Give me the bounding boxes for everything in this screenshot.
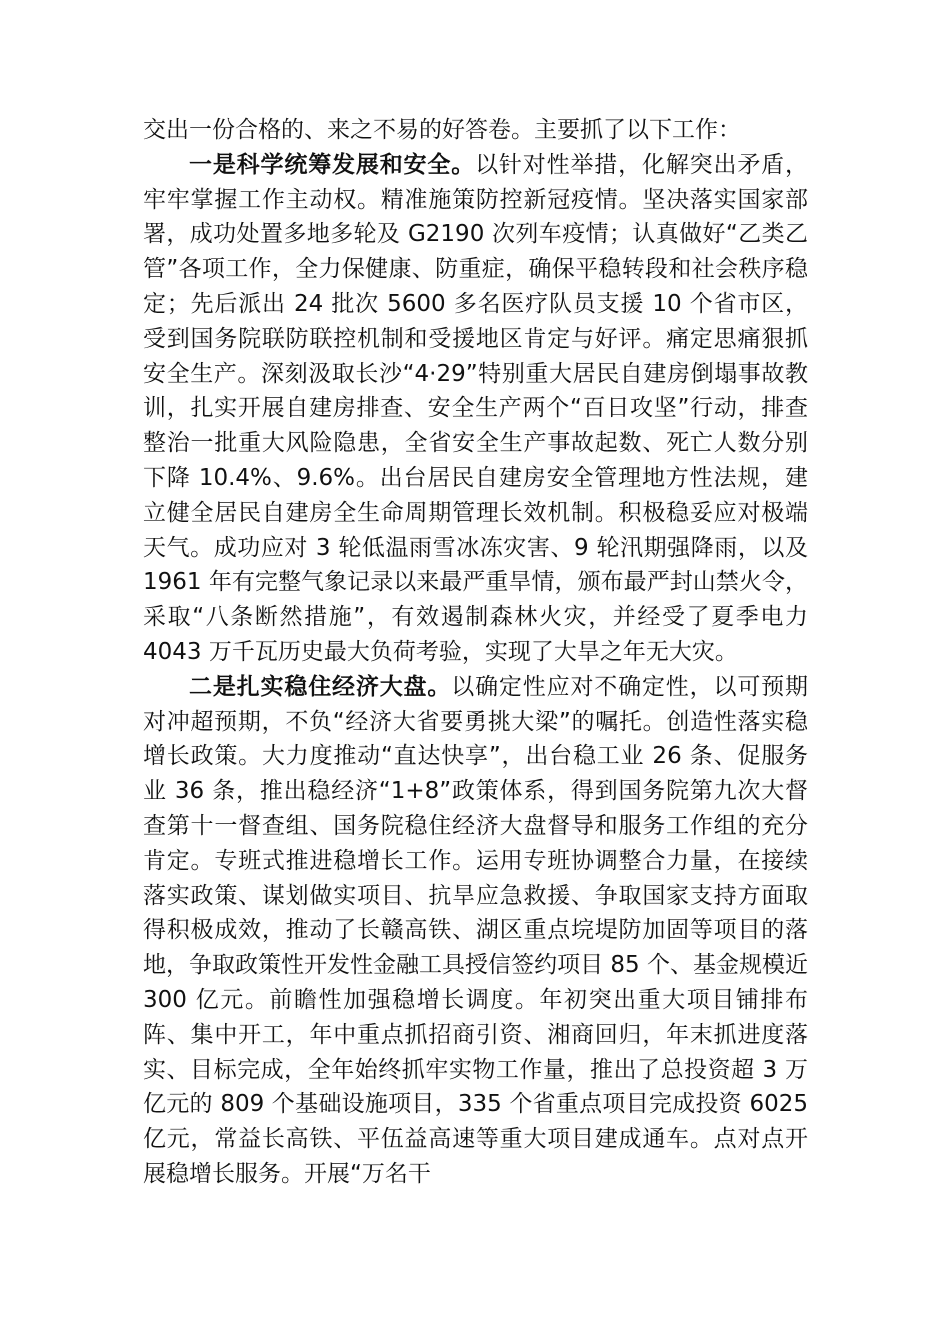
document-body xyxy=(143,113,808,1192)
section-lead-2: 二是扎实稳住经济大盘。 xyxy=(189,673,452,700)
section-paragraph-1 xyxy=(143,148,808,670)
continuation-paragraph: 交出一份合格的、来之不易的好答卷。主要抓了以下工作： xyxy=(143,117,741,143)
section-lead-1: 一是科学统筹发展和安全。 xyxy=(189,151,476,178)
section-paragraph-2 xyxy=(143,670,808,1192)
section-body-2: 以确定性应对不确定性，以可预期对冲超预期，不负“经济大省要勇挑大梁”的嘱托。创造性落实稳增长政策。大力度推动“直达快享”，出台稳工业 26 条、促服务业 36 条，推出稳经济“1+8”政策体系，得到国务院第九次大督查第十一督查组、国务院稳住经济大盘督导和服务工作组的充分肯定。专班式推进稳增长工作。运用专班协调整合力量，在接续落实政策、谋划做实项目、抗旱应急救援、争取国家支持方面取得积极成效，推动了长赣高铁、湖区重点垸堤防加固等项目的落地，争取政策性开发性金融工具授信签约项目 85 个、基金规模近 300 亿元。前瞻性加强稳增长调度。年初突出重大项目铺排布阵、集中开工，年中重点抓招商引资、湘商回归，年末抓进度落实、目标完成，全年始终抓牢实物工作量，推出了总投资超 3 万亿元的 809 个基础设施项目，335 个省重点项目完成投资 6025 亿元，常益长高铁、平伍益高速等重大项目建成通车。点对点开展稳增长服务。开展“万名干 xyxy=(143,673,809,1187)
section-body-1: 以针对性举措，化解突出矛盾，牢牢掌握工作主动权。精准施策防控新冠疫情。坚决落实国家部署，成功处置多地多轮及 G2190 次列车疫情；认真做好“乙类乙管”各项工作，全力保健康、防重症，确保平稳转段和社会秩序稳定；先后派出 24 批次 5600 多名医疗队员支援 10 个省市区，受到国务院联防联控机制和受援地区肯定与好评。痛定思痛狠抓安全生产。深刻汲取长沙“4·29”特别重大居民自建房倒塌事故教训，扎实开展自建房排查、安全生产两个“百日攻坚”行动，排查整治一批重大风险隐患，全省安全生产事故起数、死亡人数分别下降 10.4%、9.6%。出台居民自建房安全管理地方性法规，建立健全居民自建房全生命周期管理长效机制。积极稳妥应对极端天气。成功应对 3 轮低温雨雪冰冻灾害、9 轮汛期强降雨，以及 1961 年有完整气象记录以来最严重旱情，颁布最严封山禁火令，采取“八条断然措施”，有效遏制森林火灾，并经受了夏季电力 4043 万千瓦历史最大负荷考验，实现了大旱之年无大灾。 xyxy=(143,151,809,665)
